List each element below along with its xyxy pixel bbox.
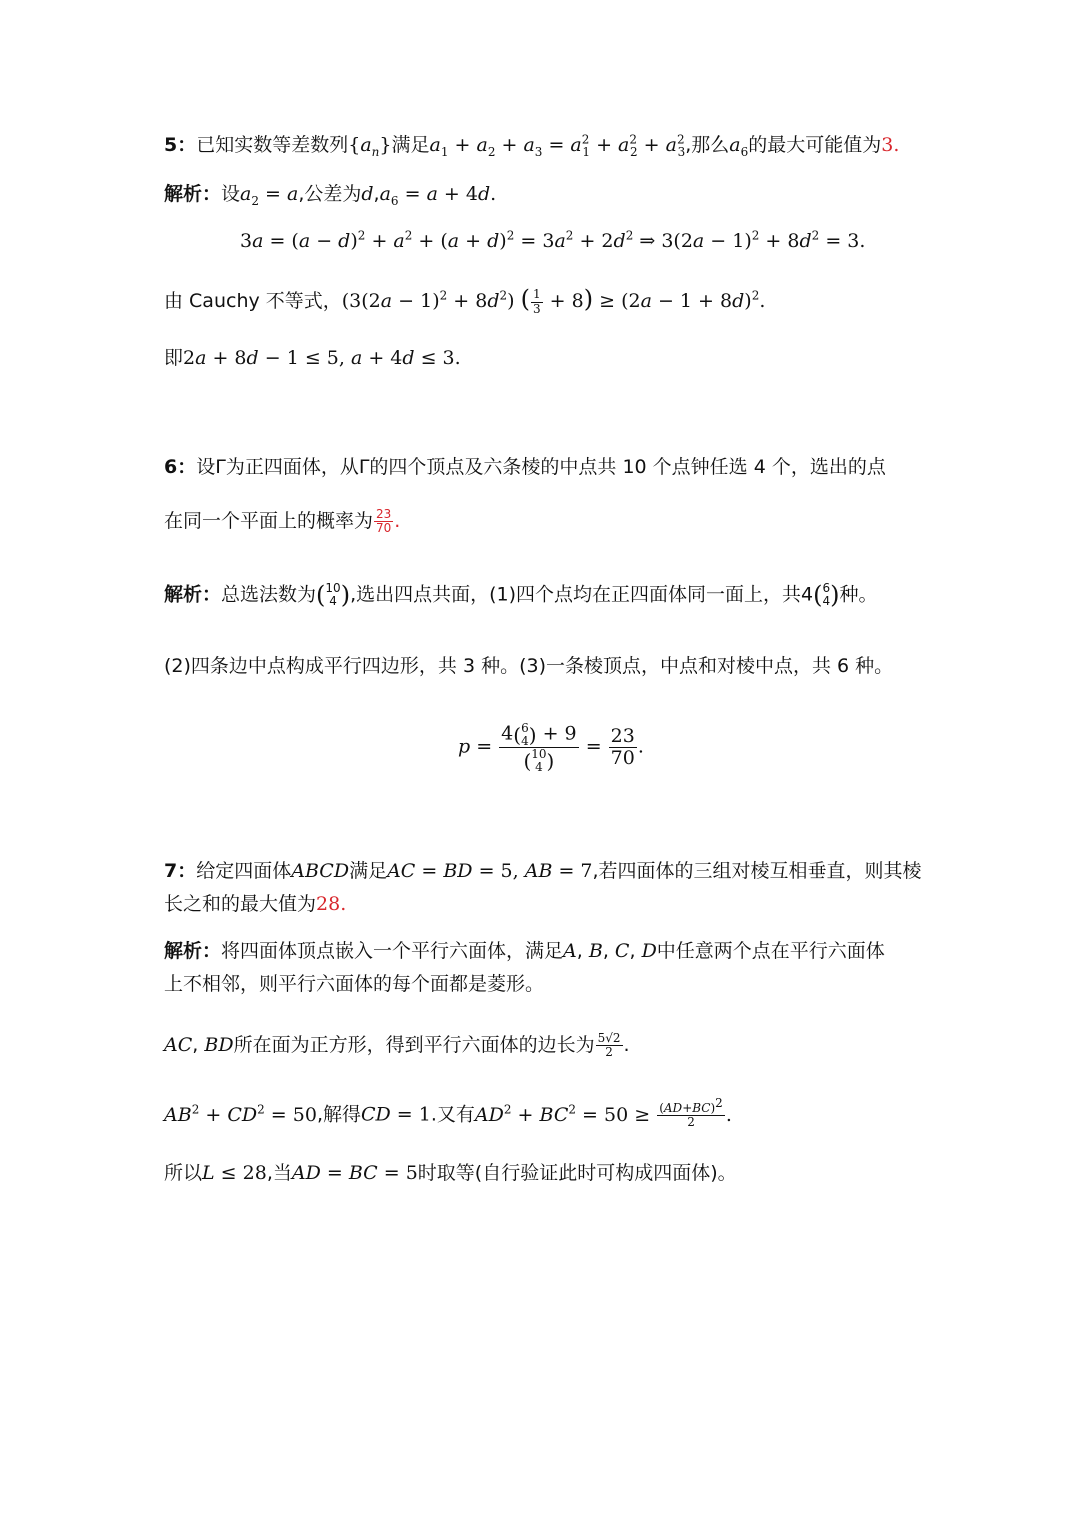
problem-5-statement: 5：已知实数等差数列$\{a_n\}$满足$a_1 + a_2 + a_3 = a^2_1 + a^2_2 + a^2_3$,那么$a_6$的最大可能值为3.: [164, 132, 900, 159]
solution-label: 解析：: [164, 583, 222, 606]
problem-7-statement-line-2: 长之和的最大值为28.: [164, 893, 347, 915]
problem-number: 6：: [164, 456, 197, 478]
problem-7-solution-line-5: 所以L ≤ 28,当AD = BC = 5时取等(自行验证此时可构成四面体)。: [164, 1162, 737, 1184]
solution-label: 解析：: [164, 183, 222, 205]
problem-5-solution-conclusion: 即2a + 8d − 1 ≤ 5, a + 4d ≤ 3.: [164, 347, 461, 369]
problem-5-solution-cauchy: 由 Cauchy 不等式，$(3(2a - 1)^2 + 8d^2)$ ( $\frac{1}{3}$ + $8) \ge (2a - 1 + 8d)^2$.: [164, 285, 766, 316]
problem-number: 7：: [164, 860, 197, 882]
problem-6-statement-line-1: 6：设Γ为正四面体，从Γ的四个顶点及六条棱的中点共 10 个点钟任选 4 个，选出的点: [164, 456, 886, 478]
problem-5-solution-line-1: 解析：设$a_2 = a$,公差为$d,a_6 = a + 4d$.: [164, 183, 497, 208]
problem-6-probability-formula: p = 4 ( 6 4 ) + 9 ( 10 4 ) = $\frac{23}{70}$ .: [458, 721, 644, 774]
problem-7-statement-line-1: 7：给定四面体ABCD满足AC = BD = 5, AB = 7,若四面体的三组对棱互相垂直，则其棱: [164, 860, 922, 882]
problem-7-solution-line-4: $AB^2 + CD^2 = 50$,解得CD = 1.又有$AD^2 + BC^2 = 50$ ≥ $\frac{(AD+BC)^2}{2}$ .: [164, 1096, 732, 1130]
problem-6-solution-line-2: (2)四条边中点构成平行四边形，共 3 种。(3)一条棱顶点，中点和对棱中点，共 6 种。: [164, 655, 894, 677]
problem-5-equation: $3a = (a - d)^2 + a^2 + (a + d)^2 = 3a^2 + 2d^2$ ⇒ $3(2a - 1)^2 + 8d^2 = 3$.: [240, 228, 866, 252]
problem-6-statement-line-2: 在同一个平面上的概率为 $\frac{23}{70}$ .: [164, 507, 401, 536]
problem-7-solution-line-2: 上不相邻，则平行六面体的每个面都是菱形。: [164, 973, 545, 995]
answer: 3.: [881, 134, 900, 156]
answer: 28.: [316, 893, 347, 915]
solution-label: 解析：: [164, 940, 222, 962]
problem-number: 5：: [164, 134, 197, 156]
answer: $\frac{23}{70}$: [376, 507, 392, 536]
problem-7-solution-line-3: AC, BD所在面为正方形，得到平行六面体的边长为 $\frac{5√2}{2}$ .: [164, 1031, 630, 1060]
problem-7-solution-line-1: 解析：将四面体顶点嵌入一个平行六面体，满足A, B, C, D中任意两个点在平行六面体: [164, 940, 885, 962]
problem-6-solution-line-1: 解析：总选法数为 ( 10 4 ) ,选出四点共面，(1)四个点均在正四面体同一面上，共4 ( 6 4 ) 种。: [164, 581, 878, 609]
